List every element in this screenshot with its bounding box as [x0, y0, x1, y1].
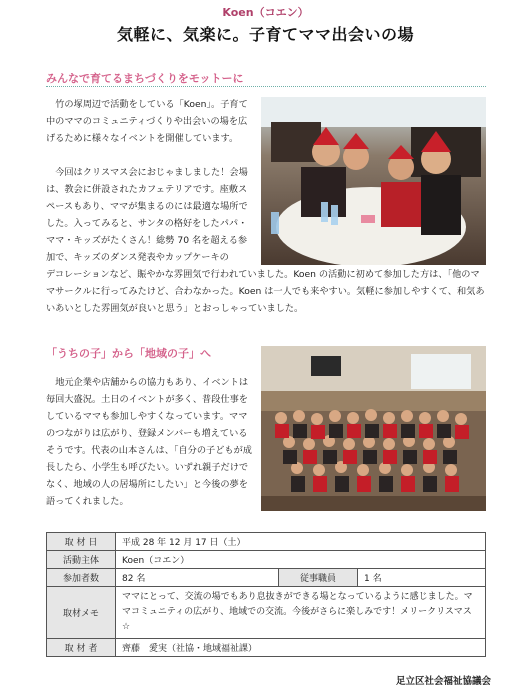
- section1-divider: [46, 86, 486, 87]
- section1-paragraph-1: 竹の塚周辺で活動をしている「Koen」。子育て中のママのコミュニティづくりや出会いの場を広げるために様々なイベントを開催しています。: [46, 99, 248, 144]
- section1-paragraph-2: 今回はクリスマス会におじゃましました！会場は、教会に併設されたカフェテリアです。座敷スペースもあり、ママが集まるのには最適な場所でした。入ってみると、サンタの格好をしたパパ・ママ・キッズがたくさん！総勢 70 名を超える参加で、キッズのダンス発表やカップケーキの: [46, 167, 248, 263]
- participants-value: 82 名: [116, 569, 279, 587]
- reporter-label: 取 材 者: [47, 639, 116, 657]
- table-row: [47, 639, 486, 657]
- date-value: 平成 28 年 12 月 17 日（土）: [116, 533, 486, 551]
- date-label: 取 材 日: [47, 533, 116, 551]
- coverage-info-table: [46, 532, 486, 657]
- section1-title: みんなで育てるまちづくりをモットーに: [46, 72, 244, 85]
- christmas-party-photo: [261, 97, 486, 265]
- table-row: [47, 551, 486, 569]
- table-row: [47, 533, 486, 551]
- page-title: 気軽に、気楽に。子育てママ出会いの場: [116, 25, 414, 44]
- memo-value: ママにとって、交流の場でもあり息抜きができる場となっているように感じました。ママコミュニティの広がり、地域での交流。今後がさらに楽しみです！メリークリスマス☆: [116, 587, 486, 639]
- organizer-label: 活動主体: [47, 551, 116, 569]
- staff-value: 1 名: [358, 569, 486, 587]
- group-photo: [261, 346, 486, 511]
- table-row: [47, 587, 486, 639]
- memo-label: 取材メモ: [47, 587, 116, 639]
- section1-paragraph-3: デコレーションなど、賑やかな雰囲気で行われていました。Koen の活動に初めて参加した方は、「他のママサークルに行ってみたけど、合わなかった。Koen は一人でも来やすい。気軽に参加しやすくて、和気あいあいとした雰囲気が良いと思う」とおっしゃっていました。: [46, 269, 485, 314]
- table-row: [47, 569, 486, 587]
- publisher-name: 足立区社会福祉協議会: [395, 676, 491, 687]
- section1-paragraph-2-wrap: [46, 164, 254, 266]
- reporter-value: 齊藤 愛実（社協・地域福祉課）: [116, 639, 486, 657]
- section2-title: 「うちの子」から「地域の子」へ: [46, 347, 211, 360]
- organizer-value: Koen（コエン）: [116, 551, 486, 569]
- section2-paragraph: 地元企業や店舗からの協力もあり、イベントは毎回大盛況。土日のイベントが多く、普段仕事をしているママも参加しやすくなっています。ママのつながりは広がり、登録メンバーも増えているそうです。代表の山本さんは、「自分の子どもが成長したら、小学生も呼びたい。いずれ親子だけでなく、地域の人の居場所にしたい」と今後の夢を語ってくれました。: [46, 377, 252, 507]
- participants-label: 参加者数: [47, 569, 116, 587]
- staff-label: 従事職員: [279, 569, 358, 587]
- org-name: Koen（コエン）: [222, 6, 309, 19]
